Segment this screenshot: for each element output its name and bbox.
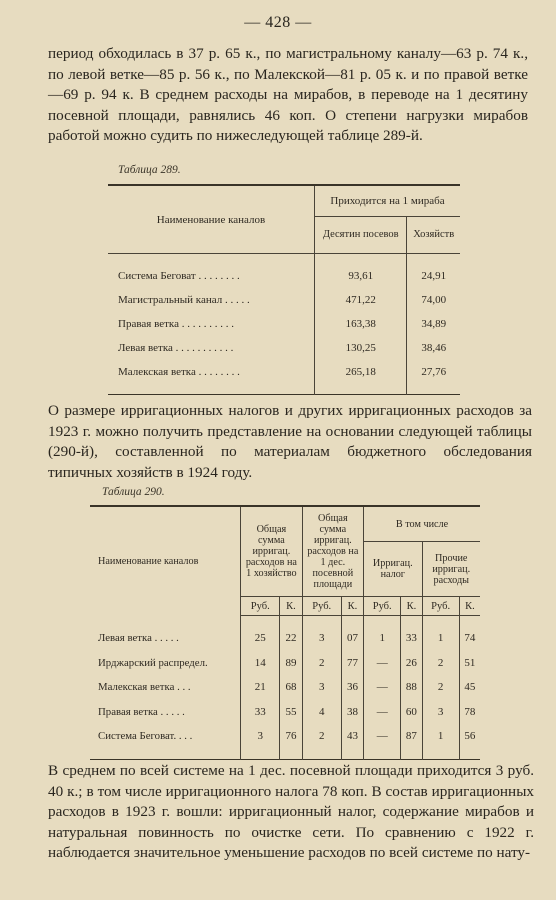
table-290-col-a-header: Общая сумма ирригац. расходов на 1 хозяйство (241, 506, 302, 597)
table-row: Левая ветка . . . . . 25 22 3 07 1 33 1 74 (90, 626, 480, 651)
table-290-name-header: Наименование каналов (98, 555, 199, 567)
table-row: Магистральный канал . . . . . 471,22 74,00 (108, 288, 460, 312)
table-290-group-header: В том числе (364, 506, 480, 542)
table-290-col-d-header: Прочие ирригац. расходы (422, 542, 480, 597)
table-row: Малекская ветка . . . 21 68 3 36 — 88 2 45 (90, 675, 480, 700)
table-row: Правая ветка . . . . . . . . . . 163,38 34,89 (108, 312, 460, 336)
table-row: Левая ветка . . . . . . . . . . . 130,25 38,46 (108, 336, 460, 360)
table-row: Ирджарский распредел. 14 89 2 77 — 26 2 51 (90, 651, 480, 676)
paragraph-2: О размере ирригационных налогов и других ирригационных расходов за 1923 г. можно получить представление на основании следующей таблицы (290-й), составленной по материалам бюджетного обследования типичных хозяйств в 1924 году. (48, 402, 532, 481)
table-289-name-header: Наименование каналов (108, 185, 315, 254)
table-290-caption: Таблица 290. (102, 486, 165, 498)
table-row: Система Беговат. . . . 3 76 2 43 — 87 1 56 (90, 724, 480, 749)
table-289-caption: Таблица 289. (118, 164, 181, 176)
table-289-group-header: Приходится на 1 мираба (315, 185, 461, 217)
table-290-col-b-header: Общая сумма ирригац. расходов на 1 дес. посевной площади (302, 506, 363, 597)
table-290-col-c-header: Ирригац. налог (364, 542, 422, 597)
table-289 (108, 184, 460, 395)
paragraph-1: период обходилась в 37 р. 65 к., по магистральному каналу—63 р. 74 к., по левой ветке—85 р. 56 к., по Малекской—81 р. 05 к. и по правой ветке—69 р. 94 к. В среднем расходы на мирабов, в переводе на 1 десятину посевной площади, равнялись 46 коп. О степени нагрузки мирабов работой можно судить по нижеследующей таблице 289-й. (48, 45, 528, 144)
page-number: — 428 — (244, 14, 312, 31)
table-289-col-households-header: Хозяйств (407, 217, 460, 254)
table-290: Наименование каналов Общая сумма ирригац. расходов на 1 хозяйство Общая сумма ирригац. расходов на 1 дес. посевной площади В том числе Ирригац. налог Прочие ирригац. расходы Руб. К. Руб. К. Руб. К. Руб. К. Левая ветка . . . . . 25 22 3 07 1 33 1 74 Ирджарский распредел. 14 89 2 77 — 26 2 51 Малекская ветка . . . 21 68 3 36 — 88 2 45 Правая ветка . . . . . 33 55 4 38 — 60 3 78 Система Беговат. . . . 3 76 2 43 — 87 1 56 (90, 505, 480, 760)
table-row: Малекская ветка . . . . . . . . 265,18 27,76 (108, 360, 460, 384)
paragraph-3: В среднем по всей системе на 1 дес. посевной площади приходится 3 руб. 40 к.; в том числе ирригационного налога 78 коп. В состав ирригационных расходов в 1923 г. вошли: ирригационный налог, содержание мирабов и натуральная повинность по очистке сети. По сравнению с 1922 г. наблюдается значительное уменьшение расходов по всей системе по нату- (48, 762, 534, 861)
table-289-col-desyatin-header: Десятин посевов (315, 217, 407, 254)
table-row: Правая ветка . . . . . 33 55 4 38 — 60 3 78 (90, 700, 480, 725)
table-row: Система Беговат . . . . . . . . 93,61 24,91 (108, 264, 460, 288)
